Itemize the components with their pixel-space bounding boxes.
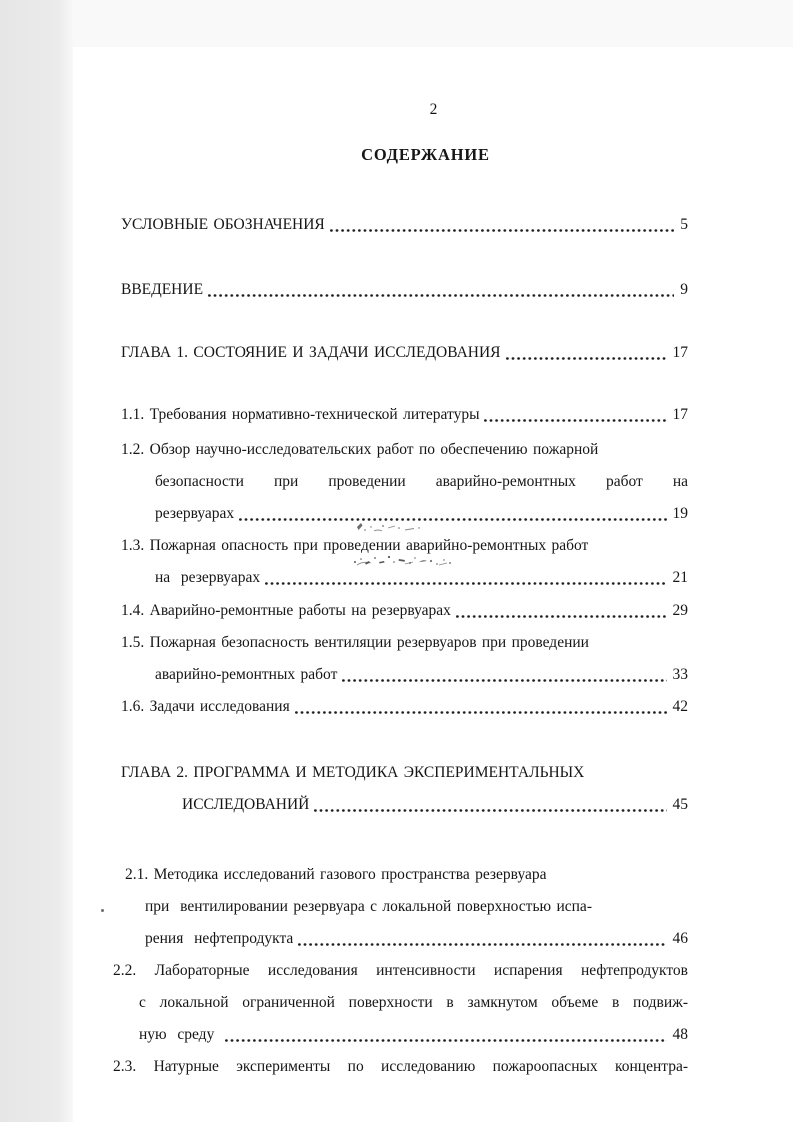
toc-entry-text: ную среду: [139, 1026, 220, 1043]
toc-line: [121, 627, 688, 659]
dot-leader: [309, 789, 669, 821]
toc-line: [121, 337, 688, 369]
toc-line: [145, 891, 688, 923]
toc-page-number: 42: [672, 698, 688, 715]
toc-page-number: 33: [672, 666, 688, 683]
toc-line: [113, 955, 688, 987]
toc-line: [121, 757, 688, 789]
toc-entry-text: 1.6. Задачи исследования: [121, 698, 290, 715]
scan-smudge-upper: [350, 519, 432, 539]
toc-entry-text: на резервуарах: [155, 569, 261, 586]
toc-entry-text: аварийно-ремонтных работ: [155, 666, 338, 683]
page-number-top: 2: [429, 101, 438, 118]
toc-line: [182, 789, 688, 821]
toc-page-number: 5: [680, 216, 688, 233]
dot-leader: [325, 209, 677, 241]
scan-smudge-lower: [349, 549, 461, 573]
dot-leader: [290, 691, 670, 723]
dot-leader: [451, 595, 670, 627]
toc-line: [113, 1051, 688, 1083]
scan-speck: [101, 909, 104, 912]
toc-entry-text: ГЛАВА 2. ПРОГРАММА И МЕТОДИКА ЭКСПЕРИМЕНТАЛЬНЫХ: [121, 764, 585, 781]
toc-entry-text: при вентилировании резервуара с локальной поверхностью испа-: [145, 898, 592, 915]
toc: [0, 209, 793, 1083]
toc-page-number: 48: [672, 1026, 688, 1043]
toc-line: [121, 434, 688, 466]
page-title: СОДЕРЖАНИЕ: [361, 145, 490, 164]
toc-page-number: 19: [672, 505, 688, 522]
dot-leader: [220, 1019, 670, 1051]
toc-page-number: 21: [672, 569, 688, 586]
toc-entry-text: 2.3. Натурные эксперименты по исследованию пожароопасных концентра-: [113, 1058, 688, 1075]
toc-entry-text: ВВЕДЕНИЕ: [121, 281, 204, 298]
toc-entry-text: 1.2. Обзор научно-исследовательских работ по обеспечению пожарной: [121, 441, 599, 458]
toc-page-number: 29: [672, 602, 688, 619]
toc-entry-text: резервуарах: [155, 505, 235, 522]
dot-leader: [479, 399, 669, 431]
toc-line: [145, 923, 688, 955]
toc-page-number: 17: [672, 344, 688, 361]
toc-line: [125, 859, 688, 891]
toc-line: [155, 659, 688, 691]
dot-leader: [260, 562, 669, 594]
toc-entry-text: УСЛОВНЫЕ ОБОЗНАЧЕНИЯ: [121, 216, 325, 233]
toc-line: [121, 595, 688, 627]
toc-entry-text: 1.4. Аварийно-ремонтные работы на резервуарах: [121, 602, 451, 619]
toc-line: [121, 274, 688, 306]
toc-line: [121, 209, 688, 241]
dot-leader: [234, 498, 669, 530]
toc-line: [139, 987, 688, 1019]
toc-entry-text: 1.1. Требования нормативно-технической литературы: [121, 406, 480, 423]
toc-entry-text: 2.1. Методика исследований газового пространства резервуара: [125, 866, 547, 883]
toc-entry-text: с локальной ограниченной поверхности в замкнутом объеме в подвиж-: [139, 994, 688, 1011]
toc-line: [155, 466, 688, 498]
toc-entry-text: 2.2. Лабораторные исследования интенсивности испарения нефтепродуктов: [113, 962, 688, 979]
toc-page-number: 17: [672, 406, 688, 423]
toc-line: [121, 399, 688, 431]
toc-entry-text: ГЛАВА 1. СОСТОЯНИЕ И ЗАДАЧИ ИССЛЕДОВАНИЯ: [121, 344, 501, 361]
toc-page-number: 45: [672, 796, 688, 813]
toc-page-number: 46: [672, 930, 688, 947]
toc-entry-text: рения нефтепродукта: [145, 930, 294, 947]
dot-leader: [337, 659, 669, 691]
toc-entry-text: 1.5. Пожарная безопасность вентиляции резервуаров при проведении: [121, 634, 589, 651]
toc-entry-text: 1.3. Пожарная опасность при проведении аварийно-ремонтных работ: [121, 537, 589, 554]
dot-leader: [203, 274, 677, 306]
dot-leader: [293, 923, 669, 955]
toc-entry-text: ИССЛЕДОВАНИЙ: [182, 796, 310, 813]
toc-line: [121, 691, 688, 723]
toc-entry-text: безопасности при проведении аварийно-ремонтных работ на: [155, 473, 688, 490]
toc-line: [139, 1019, 688, 1051]
toc-page-number: 9: [680, 281, 688, 298]
dot-leader: [501, 337, 670, 369]
